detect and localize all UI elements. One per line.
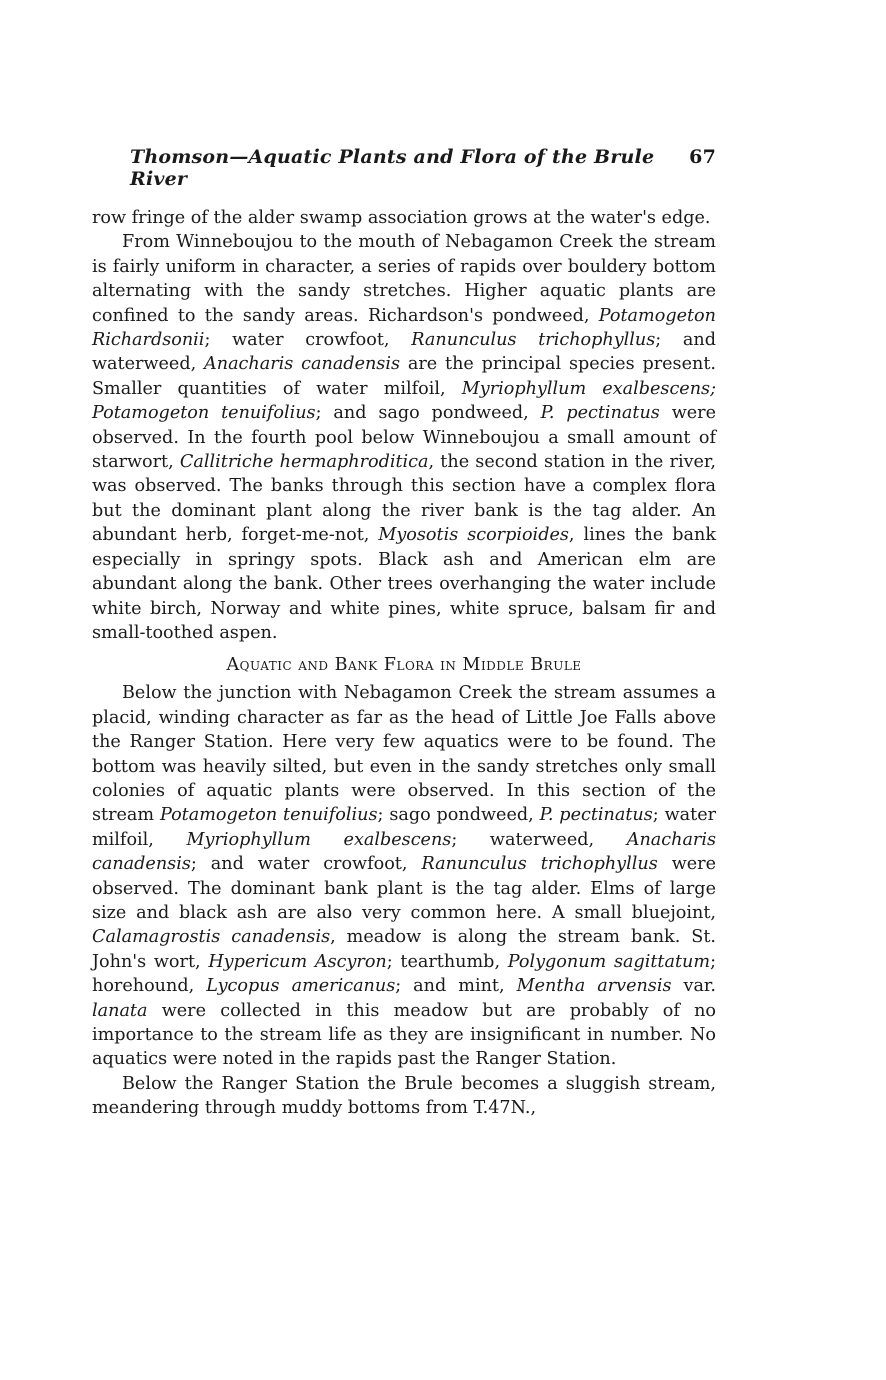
species-name: Ranunculus trichophyllus — [421, 854, 658, 875]
species-name: Myriophyllum exalbescens — [186, 829, 452, 850]
page — [92, 146, 716, 1121]
para3-s10: ; and mint, — [395, 976, 517, 997]
running-head-title: Thomson—Aquatic Plants and Flora of the Brule River — [130, 146, 655, 190]
para3-s12: were collected in this meadow but are probably of no importance to the stream life as they are insignificant in number. No aquatics were noted in the rapids past the Ranger Station. — [92, 1000, 716, 1070]
para2-s8: , lines the bank especially in springy spots. Black ash and American elm are abundant along the bank. Other trees overhanging the water include white birch, Norway and white pines, white spruce, balsam fir and small-toothed aspen. — [92, 525, 717, 643]
species-name: Potamogeton Richardsonii — [92, 305, 716, 351]
para2-s2: ; water crowfoot, — [204, 330, 412, 351]
para3-s6: were observed. The dominant bank plant is the tag alder. Elms of large size and black ash are also very common here. A small bluejoint, — [92, 854, 716, 923]
para3-s11: var. — [671, 976, 717, 997]
para2-s7: , the second station in the river, was observed. The banks through this section have a complex flora but the dominant plant along the river bank is the tag alder. An abundant herb, forget-me-not, — [92, 452, 716, 546]
species-name: Ranunculus trichophyllus — [411, 330, 656, 351]
species-name: Calamagrostis canadensis — [92, 927, 331, 948]
species-name: Potamogeton tenuifolius — [159, 805, 378, 826]
species-name: Hypericum Ascyron — [208, 951, 387, 972]
para2-s5: ; and sago pondweed, — [315, 403, 541, 424]
para1-text: row fringe of the alder swamp association grows at the water's edge. — [92, 208, 711, 228]
para3-s9: ; horehound, — [92, 951, 716, 997]
species-name: Anacharis canadensis — [204, 354, 400, 375]
species-name: Myosotis scorpioides — [378, 525, 569, 546]
para3-s4: ; waterweed, — [451, 829, 627, 850]
section-heading: Aquatic and Bank Flora in Middle Brule — [226, 655, 582, 676]
paragraph-ranger-station — [92, 1072, 716, 1121]
para3-s5: ; and water crowfoot, — [190, 854, 422, 875]
para3-s8: ; tearthumb, — [386, 951, 508, 972]
paragraph-continued — [92, 206, 716, 230]
para2-s6: were observed. In the fourth pool below Winneboujou a small amount of starwort, — [92, 403, 716, 473]
paragraph-middle-brule — [92, 681, 716, 1072]
species-name: Polygonum sagittatum — [507, 951, 711, 972]
para4-text: Below the Ranger Station the Brule becomes a sluggish stream, meandering through muddy bottoms from T.47N., — [92, 1073, 716, 1119]
species-name: P. pectinatus — [540, 403, 660, 424]
para3-s2: ; sago pondweed, — [377, 805, 540, 826]
species-name: Anacharis canadensis — [92, 829, 717, 875]
species-name: P. pectinatus — [539, 805, 653, 826]
species-name: Callitriche hermaphroditica — [179, 452, 429, 473]
para3-s1: Below the junction with Nebagamon Creek the stream assumes a placid, winding character as far as the head of Little Joe Falls above the Ranger Station. Here very few aquatics were to be found. The bottom was heavily silted, but even in the sandy stretches only small colonies of aquatic plants were observed. In this section of the stream — [92, 683, 716, 826]
species-name: Mentha arvensis — [516, 976, 672, 997]
paragraph-winneboujou — [92, 230, 716, 645]
para2-s1: From Winneboujou to the mouth of Nebagamon Creek the stream is fairly uniform in character, a series of rapids over bouldery bottom alternating with the sandy stretches. Higher aquatic plants are confined to the sandy areas. Richardson's pondweed, — [92, 232, 716, 326]
para2-s4: are the principal species present. Smaller quantities of water milfoil, — [92, 354, 716, 399]
para3-s7: , meadow is along the stream bank. St. John's wort, — [92, 927, 716, 972]
page-number: 67 — [689, 146, 716, 168]
species-name: lanata — [92, 1000, 148, 1021]
para2-s3: ; and waterweed, — [92, 330, 717, 375]
para3-s3: ; water milfoil, — [92, 805, 717, 850]
species-name: Lycopus americanus — [206, 976, 396, 997]
running-head — [130, 146, 716, 190]
species-name: Myriophyllum exalbescens; Potamogeton tenuifolius — [92, 378, 716, 424]
body-text — [92, 206, 716, 1121]
